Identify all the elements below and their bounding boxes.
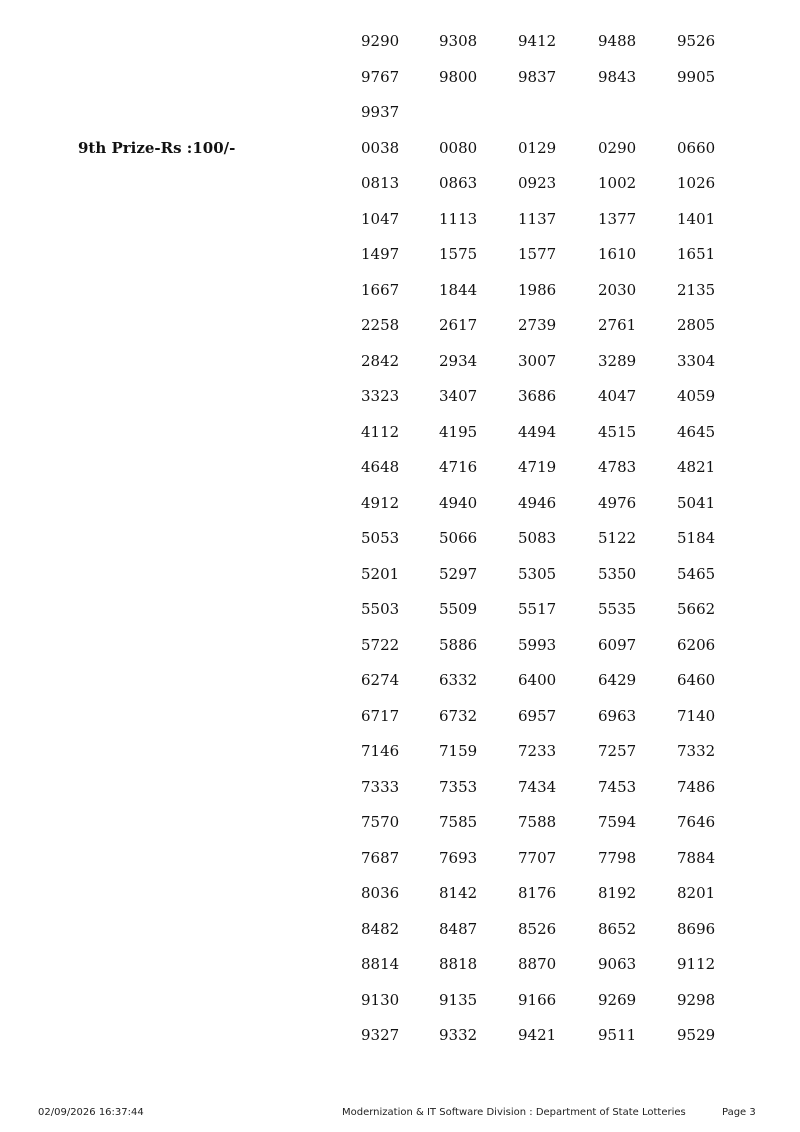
ticket-number: 9412 bbox=[518, 32, 557, 50]
footer-page-number: Page 3 bbox=[722, 1107, 756, 1118]
ticket-number: 5535 bbox=[598, 600, 637, 618]
ticket-number: 0863 bbox=[439, 174, 478, 192]
ticket-number: 5509 bbox=[439, 600, 478, 618]
number-row bbox=[0, 812, 800, 832]
number-row bbox=[0, 919, 800, 939]
number-row bbox=[0, 706, 800, 726]
ticket-number: 5053 bbox=[361, 529, 400, 547]
ticket-number: 4112 bbox=[361, 423, 400, 441]
ticket-number: 2761 bbox=[598, 316, 637, 334]
ticket-number: 4645 bbox=[677, 423, 716, 441]
ticket-number: 9332 bbox=[439, 1026, 478, 1044]
ticket-number: 7140 bbox=[677, 707, 716, 725]
number-row bbox=[0, 599, 800, 619]
ticket-number: 8526 bbox=[518, 920, 557, 938]
number-row bbox=[0, 635, 800, 655]
ticket-number: 5993 bbox=[518, 636, 557, 654]
ticket-number: 1497 bbox=[361, 245, 400, 263]
ticket-number: 4783 bbox=[598, 458, 637, 476]
ticket-number: 5041 bbox=[677, 494, 716, 512]
ticket-number: 7333 bbox=[361, 778, 400, 796]
ticket-number: 7434 bbox=[518, 778, 557, 796]
ticket-number: 8818 bbox=[439, 955, 478, 973]
number-row bbox=[0, 493, 800, 513]
number-row bbox=[0, 777, 800, 797]
ticket-number: 4059 bbox=[677, 387, 716, 405]
ticket-number: 3304 bbox=[677, 352, 716, 370]
ticket-number: 9135 bbox=[439, 991, 478, 1009]
ticket-number: 5201 bbox=[361, 565, 400, 583]
ticket-number: 8192 bbox=[598, 884, 637, 902]
ticket-number: 8487 bbox=[439, 920, 478, 938]
ticket-number: 2842 bbox=[361, 352, 400, 370]
number-row bbox=[0, 848, 800, 868]
ticket-number: 1667 bbox=[361, 281, 400, 299]
ticket-number: 9526 bbox=[677, 32, 716, 50]
number-row bbox=[0, 386, 800, 406]
ticket-number: 9529 bbox=[677, 1026, 716, 1044]
prize-heading: 9th Prize-Rs :100/- bbox=[78, 139, 236, 157]
number-row bbox=[0, 31, 800, 51]
ticket-number: 4648 bbox=[361, 458, 400, 476]
ticket-number: 2805 bbox=[677, 316, 716, 334]
ticket-number: 7453 bbox=[598, 778, 637, 796]
number-row bbox=[0, 741, 800, 761]
number-row bbox=[0, 670, 800, 690]
ticket-number: 6957 bbox=[518, 707, 557, 725]
ticket-number: 6332 bbox=[439, 671, 478, 689]
ticket-number: 6400 bbox=[518, 671, 557, 689]
ticket-number: 0290 bbox=[598, 139, 637, 157]
ticket-number: 7707 bbox=[518, 849, 557, 867]
ticket-number: 7570 bbox=[361, 813, 400, 831]
ticket-number: 8814 bbox=[361, 955, 400, 973]
ticket-number: 4494 bbox=[518, 423, 557, 441]
ticket-number: 9421 bbox=[518, 1026, 557, 1044]
ticket-number: 5297 bbox=[439, 565, 478, 583]
number-row bbox=[0, 244, 800, 264]
ticket-number: 7798 bbox=[598, 849, 637, 867]
ticket-number: 4821 bbox=[677, 458, 716, 476]
ticket-number: 7353 bbox=[439, 778, 478, 796]
ticket-number: 9290 bbox=[361, 32, 400, 50]
ticket-number: 5350 bbox=[598, 565, 637, 583]
ticket-number: 4047 bbox=[598, 387, 637, 405]
ticket-number: 2934 bbox=[439, 352, 478, 370]
ticket-number: 5305 bbox=[518, 565, 557, 583]
ticket-number: 7687 bbox=[361, 849, 400, 867]
ticket-number: 3686 bbox=[518, 387, 557, 405]
ticket-number: 4940 bbox=[439, 494, 478, 512]
ticket-number: 7884 bbox=[677, 849, 716, 867]
ticket-number: 9800 bbox=[439, 68, 478, 86]
number-row bbox=[0, 209, 800, 229]
ticket-number: 9298 bbox=[677, 991, 716, 1009]
ticket-number: 1377 bbox=[598, 210, 637, 228]
ticket-number: 5662 bbox=[677, 600, 716, 618]
ticket-number: 9327 bbox=[361, 1026, 400, 1044]
ticket-number: 6460 bbox=[677, 671, 716, 689]
number-row bbox=[0, 1025, 800, 1045]
ticket-number: 5066 bbox=[439, 529, 478, 547]
ticket-number: 7585 bbox=[439, 813, 478, 831]
ticket-number: 5465 bbox=[677, 565, 716, 583]
ticket-number: 5503 bbox=[361, 600, 400, 618]
ticket-number: 4976 bbox=[598, 494, 637, 512]
ticket-number: 9130 bbox=[361, 991, 400, 1009]
ticket-number: 9905 bbox=[677, 68, 716, 86]
ticket-number: 4719 bbox=[518, 458, 557, 476]
ticket-number: 8482 bbox=[361, 920, 400, 938]
ticket-number: 7693 bbox=[439, 849, 478, 867]
ticket-number: 7159 bbox=[439, 742, 478, 760]
ticket-number: 8142 bbox=[439, 884, 478, 902]
number-row bbox=[0, 173, 800, 193]
ticket-number: 9937 bbox=[361, 103, 400, 121]
ticket-number: 5517 bbox=[518, 600, 557, 618]
ticket-number: 5184 bbox=[677, 529, 716, 547]
ticket-number: 2030 bbox=[598, 281, 637, 299]
ticket-number: 4946 bbox=[518, 494, 557, 512]
ticket-number: 7233 bbox=[518, 742, 557, 760]
number-row bbox=[0, 883, 800, 903]
ticket-number: 8036 bbox=[361, 884, 400, 902]
number-row bbox=[0, 564, 800, 584]
ticket-number: 0080 bbox=[439, 139, 478, 157]
ticket-number: 9112 bbox=[677, 955, 716, 973]
ticket-number: 9837 bbox=[518, 68, 557, 86]
ticket-number: 7486 bbox=[677, 778, 716, 796]
ticket-number: 8176 bbox=[518, 884, 557, 902]
number-row bbox=[0, 102, 800, 122]
ticket-number: 0038 bbox=[361, 139, 400, 157]
ticket-number: 0923 bbox=[518, 174, 557, 192]
ticket-number: 9063 bbox=[598, 955, 637, 973]
ticket-number: 6732 bbox=[439, 707, 478, 725]
ticket-number: 3407 bbox=[439, 387, 478, 405]
ticket-number: 5886 bbox=[439, 636, 478, 654]
footer-timestamp: 02/09/2026 16:37:44 bbox=[38, 1107, 144, 1118]
ticket-number: 7594 bbox=[598, 813, 637, 831]
ticket-number: 8870 bbox=[518, 955, 557, 973]
ticket-number: 1610 bbox=[598, 245, 637, 263]
ticket-number: 1002 bbox=[598, 174, 637, 192]
ticket-number: 6274 bbox=[361, 671, 400, 689]
ticket-number: 9166 bbox=[518, 991, 557, 1009]
ticket-number: 3289 bbox=[598, 352, 637, 370]
ticket-number: 1575 bbox=[439, 245, 478, 263]
ticket-number: 1577 bbox=[518, 245, 557, 263]
ticket-number: 6963 bbox=[598, 707, 637, 725]
ticket-number: 9488 bbox=[598, 32, 637, 50]
number-row bbox=[0, 990, 800, 1010]
footer-division: Modernization & IT Software Division : Department of State Lotteries bbox=[342, 1107, 686, 1118]
ticket-number: 4716 bbox=[439, 458, 478, 476]
ticket-number: 5722 bbox=[361, 636, 400, 654]
ticket-number: 1986 bbox=[518, 281, 557, 299]
ticket-number: 4912 bbox=[361, 494, 400, 512]
ticket-number: 1844 bbox=[439, 281, 478, 299]
ticket-number: 2617 bbox=[439, 316, 478, 334]
ticket-number: 1401 bbox=[677, 210, 716, 228]
number-row bbox=[0, 457, 800, 477]
ticket-number: 1137 bbox=[518, 210, 557, 228]
number-row bbox=[0, 351, 800, 371]
ticket-number: 1113 bbox=[439, 210, 478, 228]
ticket-number: 9843 bbox=[598, 68, 637, 86]
number-row bbox=[0, 67, 800, 87]
ticket-number: 8696 bbox=[677, 920, 716, 938]
ticket-number: 0129 bbox=[518, 139, 557, 157]
ticket-number: 4195 bbox=[439, 423, 478, 441]
ticket-number: 0813 bbox=[361, 174, 400, 192]
number-row bbox=[0, 315, 800, 335]
ticket-number: 2739 bbox=[518, 316, 557, 334]
number-row bbox=[0, 954, 800, 974]
ticket-number: 2258 bbox=[361, 316, 400, 334]
number-row bbox=[0, 528, 800, 548]
ticket-number: 3007 bbox=[518, 352, 557, 370]
ticket-number: 9308 bbox=[439, 32, 478, 50]
ticket-number: 9269 bbox=[598, 991, 637, 1009]
ticket-number: 8652 bbox=[598, 920, 637, 938]
number-row bbox=[0, 422, 800, 442]
ticket-number: 5122 bbox=[598, 529, 637, 547]
ticket-number: 1026 bbox=[677, 174, 716, 192]
ticket-number: 8201 bbox=[677, 884, 716, 902]
ticket-number: 1651 bbox=[677, 245, 716, 263]
number-row bbox=[0, 138, 800, 158]
number-row bbox=[0, 280, 800, 300]
ticket-number: 4515 bbox=[598, 423, 637, 441]
ticket-number: 1047 bbox=[361, 210, 400, 228]
ticket-number: 7257 bbox=[598, 742, 637, 760]
ticket-number: 7646 bbox=[677, 813, 716, 831]
ticket-number: 6717 bbox=[361, 707, 400, 725]
ticket-number: 2135 bbox=[677, 281, 716, 299]
ticket-number: 9511 bbox=[598, 1026, 637, 1044]
ticket-number: 7588 bbox=[518, 813, 557, 831]
ticket-number: 7332 bbox=[677, 742, 716, 760]
ticket-number: 3323 bbox=[361, 387, 400, 405]
ticket-number: 0660 bbox=[677, 139, 716, 157]
ticket-number: 9767 bbox=[361, 68, 400, 86]
ticket-number: 6206 bbox=[677, 636, 716, 654]
ticket-number: 7146 bbox=[361, 742, 400, 760]
ticket-number: 6097 bbox=[598, 636, 637, 654]
ticket-number: 5083 bbox=[518, 529, 557, 547]
ticket-number: 6429 bbox=[598, 671, 637, 689]
